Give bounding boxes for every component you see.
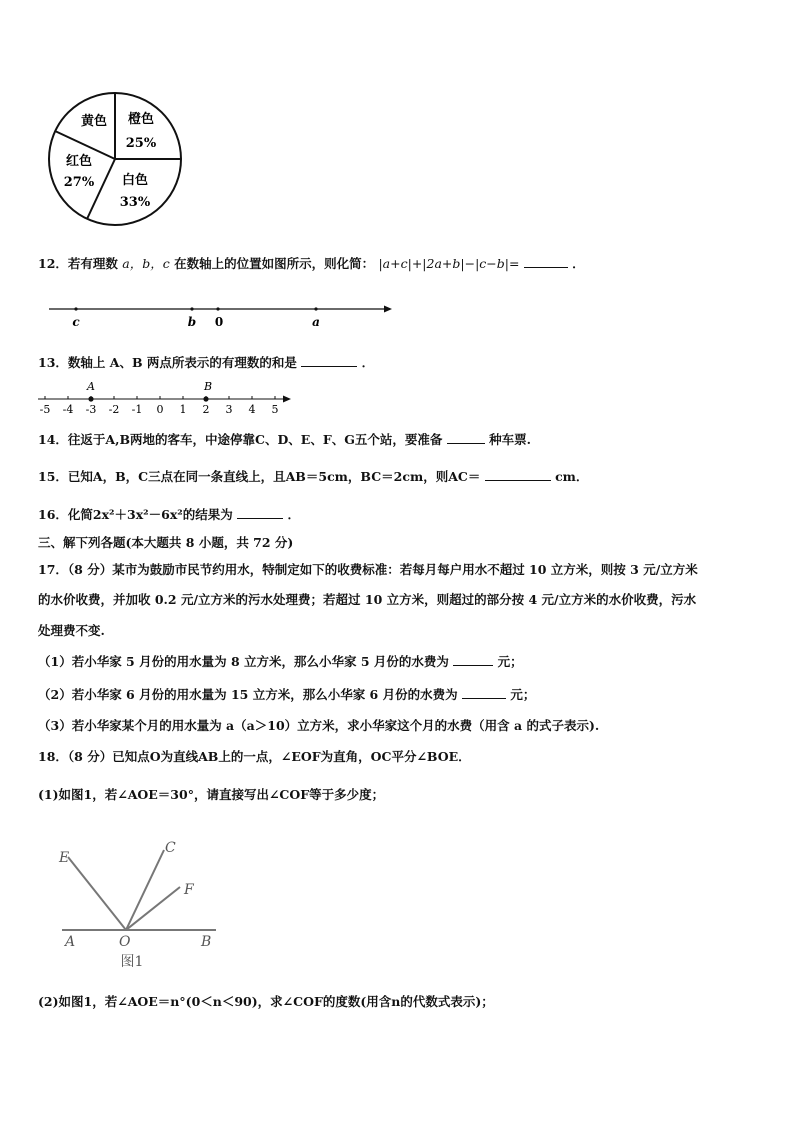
- q17-part-2-end: 元；: [510, 687, 536, 702]
- q13-tick-label: 3: [225, 403, 233, 416]
- fig-label-b: B: [201, 934, 212, 950]
- q13-end: ．: [361, 355, 375, 370]
- q13-label-b: B: [203, 380, 213, 393]
- q13-label-a: A: [87, 380, 95, 393]
- q12-expression: |a+c|+|2a+b|−|c−b|=: [378, 256, 520, 271]
- q17-part-1: [38, 652, 523, 672]
- q12-lead: 12．若有理数: [38, 256, 118, 271]
- pie-label-huang: 黄色: [80, 114, 108, 129]
- q16-answer-blank: [237, 505, 283, 519]
- q12-point-a: [314, 307, 317, 310]
- q15-text: 15．已知A，B，C三点在同一条直线上，且AB＝5cm，BC＝2cm，则AC＝: [38, 469, 481, 484]
- pie-pct-bai: 33%: [119, 195, 151, 210]
- q12-number-line: [46, 300, 396, 334]
- q15-answer-blank: [485, 467, 551, 481]
- question-13: [38, 353, 374, 373]
- q12-point-0: [216, 307, 219, 310]
- fig-label-o: O: [119, 934, 131, 950]
- q14-text: 14．往返于A,B两地的客车，中途停靠C、D、E、F、G五个站，要准备: [38, 432, 443, 447]
- q13-tick-label: -3: [85, 403, 97, 416]
- q13-point-a: [88, 396, 93, 401]
- q12-point-c: [74, 307, 77, 310]
- q17-part-3: （3）若小华家某个月的用水量为 a（a＞10）立方米，求小华家这个月的水费（用含 a 的式子表示).: [38, 718, 600, 733]
- pie-chart-figure: [46, 92, 186, 228]
- fig-caption: 图1: [120, 954, 144, 970]
- q16-text: 16．化简2x²＋3x²－6x²的结果为: [38, 507, 233, 522]
- q17-part-2-blank: [462, 685, 506, 699]
- question-18: 18．（8 分）已知点O为直线AB上的一点，∠EOF为直角，OC平分∠BOE．: [38, 749, 471, 764]
- q12-label-c: c: [72, 315, 80, 329]
- pie-label-hong: 红色: [65, 154, 93, 169]
- pie-label-cheng: 橙色: [127, 112, 155, 127]
- q13-tick-label: 0: [156, 403, 164, 416]
- q13-axis-arrow: [283, 396, 291, 403]
- q12-end: ．: [572, 256, 585, 271]
- q15-end: cm．: [555, 469, 589, 484]
- q18-part-1: (1)如图1，若∠AOE＝30°，请直接写出∠COF等于多少度；: [38, 787, 385, 802]
- q13-tick-label: 5: [271, 403, 279, 416]
- fig-ray-oc: [126, 850, 164, 930]
- q14-end: 种车票.: [489, 432, 531, 447]
- q12-label-0: 0: [214, 315, 224, 329]
- q13-tick-label: 1: [179, 403, 187, 416]
- q17-part-1-blank: [453, 652, 493, 666]
- fig-label-c: C: [165, 840, 176, 856]
- fig-label-a: A: [65, 934, 76, 950]
- fig-label-e: E: [59, 850, 70, 866]
- q18-figure-1: [48, 836, 224, 972]
- q12-vars: a，b，c: [122, 256, 170, 271]
- q17-part-1-end: 元；: [497, 654, 523, 669]
- q13-tick-label: -4: [62, 403, 74, 416]
- q13-point-b: [203, 396, 208, 401]
- question-15: [38, 467, 588, 487]
- q18-part-2: (2)如图1，若∠AOE＝n°(0＜n＜90)，求∠COF的度数(用含n的代数式表示)；: [38, 994, 494, 1009]
- fig-ray-of: [126, 887, 180, 930]
- q13-tick-label: -2: [108, 403, 120, 416]
- q13-number-line: [34, 378, 296, 418]
- q17-part-1-text: （1）若小华家 5 月份的用水量为 8 立方米，那么小华家 5 月份的水费为: [38, 654, 449, 669]
- q12-label-b: b: [187, 315, 197, 329]
- pie-pct-hong: 27%: [63, 175, 95, 190]
- fig-ray-oe: [68, 857, 126, 930]
- question-12: [38, 254, 585, 274]
- question-14: [38, 430, 531, 450]
- q13-tick-label: -1: [131, 403, 143, 416]
- q13-tick-label: 2: [202, 403, 210, 416]
- q16-end: ．: [287, 507, 301, 522]
- q14-answer-blank: [447, 430, 485, 444]
- pie-pct-cheng: 25%: [125, 136, 157, 151]
- q13-tick-label: -5: [39, 403, 51, 416]
- q13-text: 13．数轴上 A、B 两点所表示的有理数的和是: [38, 355, 297, 370]
- q13-answer-blank: [301, 353, 357, 367]
- section-3-heading: 三、解下列各题(本大题共 8 小题，共 72 分): [38, 535, 294, 550]
- q17-line-2: 的水价收费，并加收 0.2 元/立方米的污水处理费；若超过 10 立方米，则超过的部分按 4 元/立方米的水价收费，污水: [38, 592, 697, 607]
- q13-tick-label: 4: [248, 403, 256, 416]
- q12-point-b: [190, 307, 193, 310]
- q12-answer-blank: [524, 254, 568, 268]
- q17-part-2-text: （2）若小华家 6 月份的用水量为 15 立方米，那么小华家 6 月份的水费为: [38, 687, 458, 702]
- q17-line-3: 处理费不变.: [38, 623, 105, 638]
- question-16: [38, 505, 300, 525]
- q12-label-a: a: [312, 315, 320, 329]
- q17-line-1: 17．（8 分）某市为鼓励市民节约用水，特制定如下的收费标准：若每月每户用水不超过 10 立方米，则按 3 元/立方米: [38, 562, 698, 577]
- pie-label-bai: 白色: [121, 173, 149, 188]
- q12-axis-arrow: [384, 306, 392, 313]
- fig-label-f: F: [184, 882, 194, 898]
- q12-mid: 在数轴上的位置如图所示，则化简：: [174, 256, 375, 271]
- q17-part-2: [38, 685, 535, 705]
